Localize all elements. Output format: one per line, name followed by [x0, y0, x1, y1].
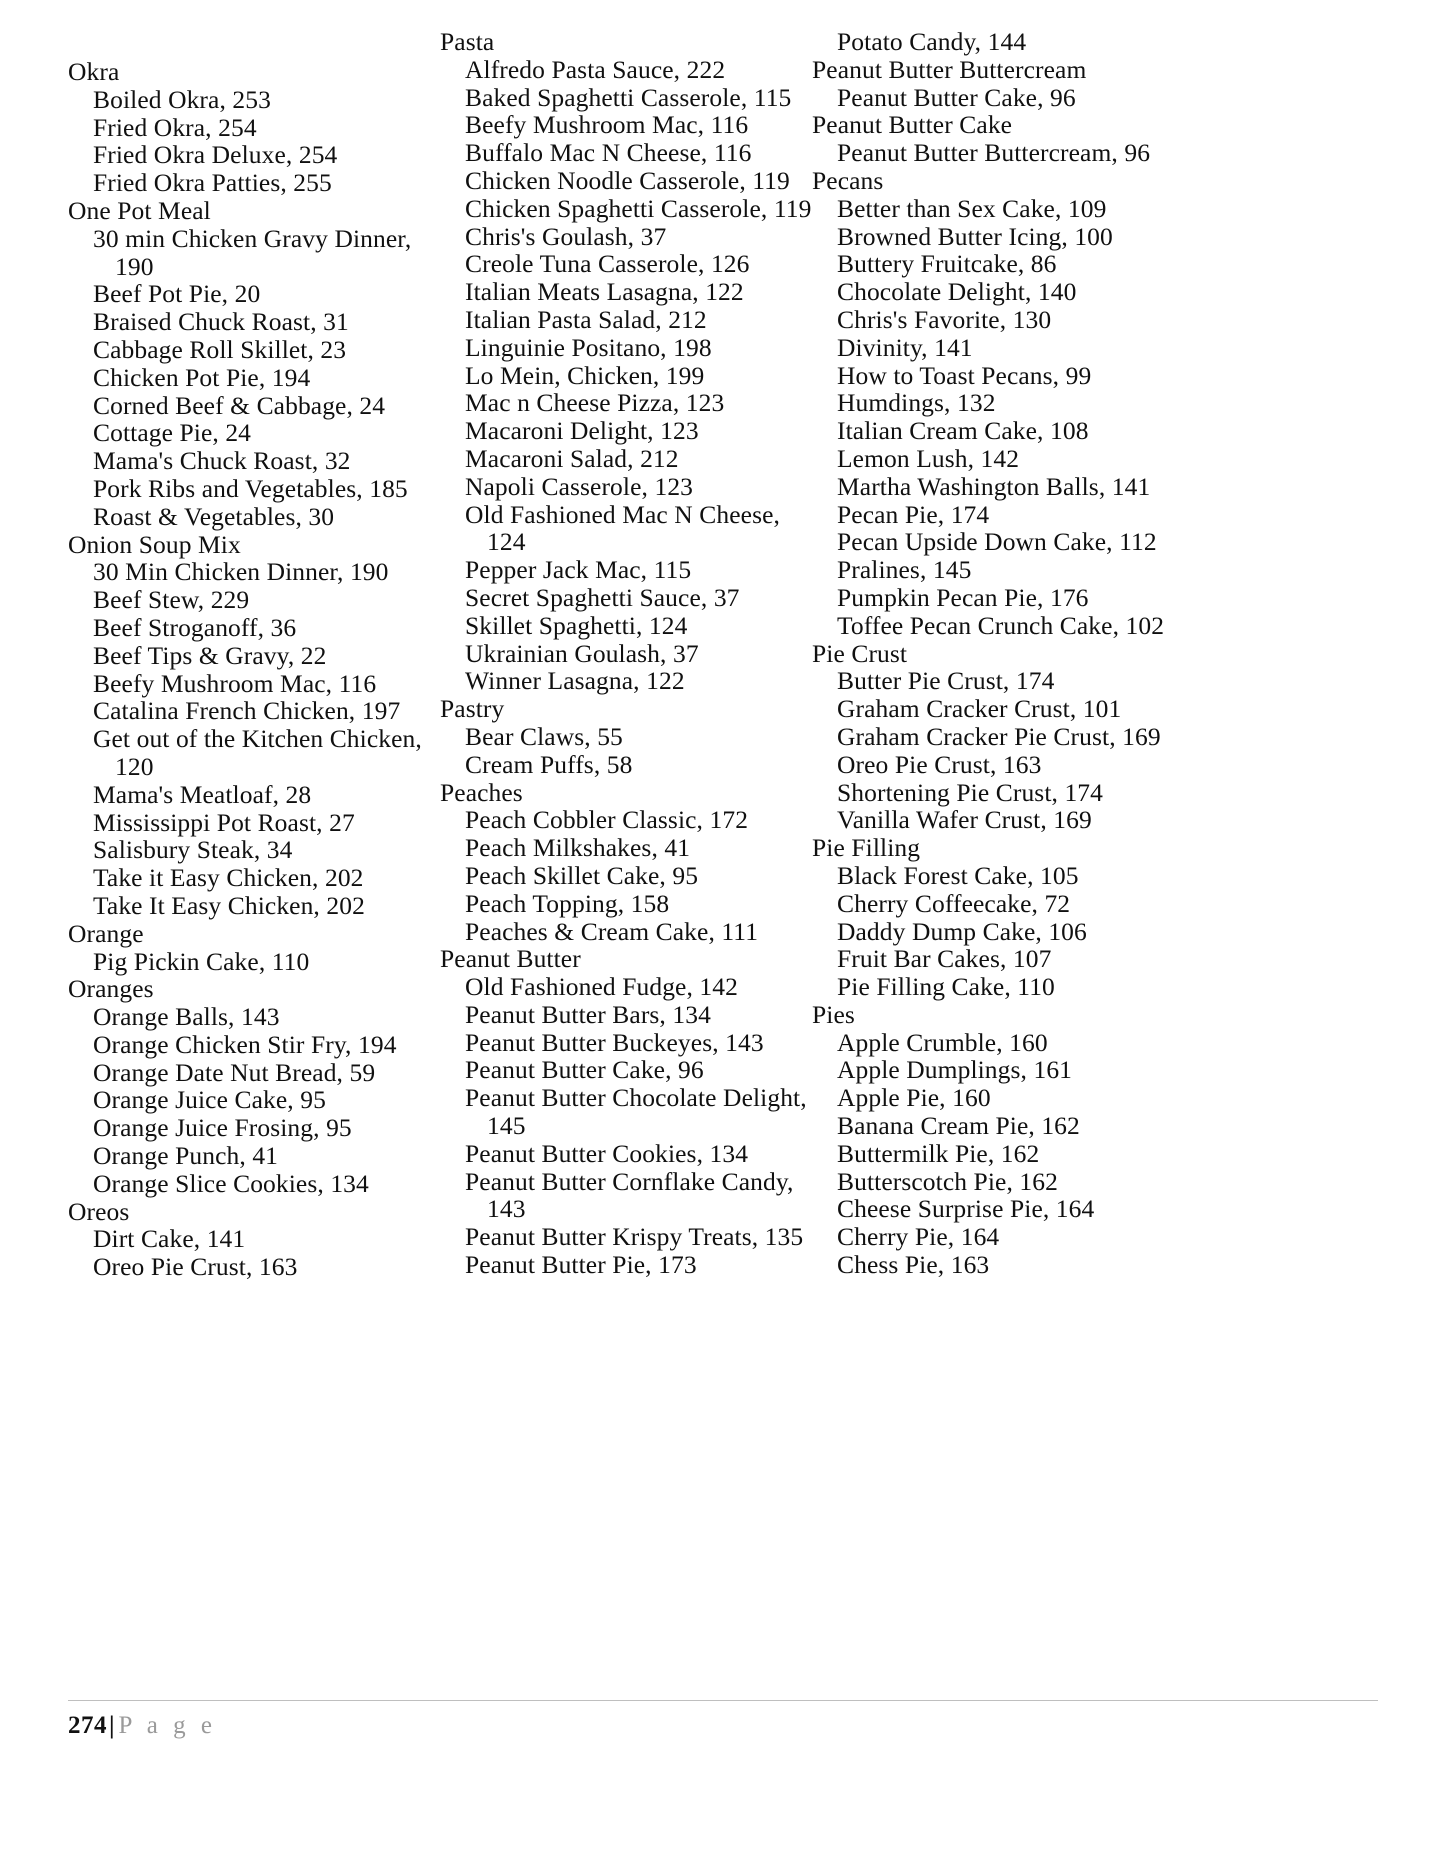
index-heading: Okra: [68, 57, 120, 86]
index-subentry: Butterscotch Pie, 162: [837, 1166, 1058, 1196]
footer-page-word: P a g e: [118, 1712, 217, 1739]
index-heading: Onion Soup Mix: [68, 529, 241, 559]
index-subentry: Dirt Cake, 141: [93, 1224, 246, 1254]
index-subentry: Beefy Mushroom Mac, 116: [93, 668, 377, 698]
index-subentry: Mama's Chuck Roast, 32: [93, 446, 351, 476]
index-subentry: Peanut Butter Cake, 96: [837, 82, 1076, 112]
index-subentry: Chris's Favorite, 130: [837, 304, 1052, 334]
index-subentry: Orange Juice Cake, 95: [93, 1085, 326, 1115]
index-subentry: Chicken Pot Pie, 194: [93, 362, 311, 392]
index-subentry: Beef Tips & Gravy, 22: [93, 640, 327, 670]
index-subentry: Cottage Pie, 24: [93, 418, 252, 448]
page-number: 274: [68, 1712, 107, 1739]
index-subentry: Peach Skillet Cake, 95: [465, 860, 699, 890]
index-subentry: Pie Filling Cake, 110: [837, 972, 1055, 1002]
index-subentry: 30 Min Chicken Dinner, 190: [93, 557, 389, 587]
index-subentry: Vanilla Wafer Crust, 169: [837, 805, 1092, 835]
page-footer: [68, 1700, 1378, 1743]
index-subentry: Secret Spaghetti Sauce, 37: [465, 582, 740, 612]
index-heading: Peaches: [440, 777, 523, 807]
index-subentry: Pralines, 145: [837, 555, 972, 585]
index-subentry: Oreo Pie Crust, 163: [93, 1252, 298, 1282]
index-subentry: Mississippi Pot Roast, 27: [93, 807, 355, 837]
index-subentry: Chicken Spaghetti Casserole, 119: [465, 193, 812, 223]
index-subentry: Graham Cracker Pie Crust, 169: [837, 721, 1161, 751]
index-subentry: Orange Slice Cookies, 134: [93, 1168, 369, 1198]
index-subentry: Italian Pasta Salad, 212: [465, 304, 707, 334]
index-subentry: Fried Okra Deluxe, 254: [93, 140, 338, 170]
index-subentry: Pepper Jack Mac, 115: [465, 555, 692, 585]
index-subentry: Skillet Spaghetti, 124: [465, 610, 688, 640]
index-subentry: Chocolate Delight, 140: [837, 277, 1077, 307]
index-subentry: Pumpkin Pecan Pie, 176: [837, 582, 1089, 612]
index-subentry: Orange Juice Frosing, 95: [93, 1113, 352, 1143]
index-heading: Pie Crust: [812, 638, 908, 668]
index-subentry: Buffalo Mac N Cheese, 116: [465, 138, 752, 168]
index-heading: Orange: [68, 918, 144, 948]
index-heading: Oreos: [68, 1196, 130, 1226]
footer-separator: |: [109, 1712, 115, 1739]
index-subentry: Peaches & Cream Cake, 111: [465, 916, 759, 946]
index-subentry: Old Fashioned Mac N Cheese, 124: [465, 499, 787, 557]
index-subentry: Mama's Meatloaf, 28: [93, 779, 312, 809]
index-subentry: Lemon Lush, 142: [837, 443, 1020, 473]
index-entry-list: [68, 58, 440, 1281]
index-subentry: Peanut Butter Buttercream, 96: [837, 138, 1151, 168]
index-subentry: Apple Crumble, 160: [837, 1027, 1048, 1057]
index-heading: Oranges: [68, 974, 154, 1004]
index-subentry: Beefy Mushroom Mac, 116: [465, 110, 749, 140]
index-subentry: Cherry Coffeecake, 72: [837, 888, 1071, 918]
index-subentry: Linguinie Positano, 198: [465, 332, 712, 362]
index-subentry: Braised Chuck Roast, 31: [93, 307, 349, 337]
index-heading: Pastry: [440, 694, 505, 724]
index-entry-list: [440, 28, 812, 1279]
index-subentry: Pork Ribs and Vegetables, 185: [93, 473, 408, 503]
index-subentry: Humdings, 132: [837, 388, 996, 418]
index-subentry: Italian Cream Cake, 108: [837, 416, 1089, 446]
index-subentry: Buttermilk Pie, 162: [837, 1138, 1040, 1168]
index-subentry: Peanut Butter Cookies, 134: [465, 1138, 749, 1168]
index-subentry: Old Fashioned Fudge, 142: [465, 972, 738, 1002]
index-subentry: Peanut Butter Bars, 134: [465, 999, 711, 1029]
index-subentry: Cream Puffs, 58: [465, 749, 633, 779]
footer-text: [68, 1709, 1378, 1743]
index-subentry: Pecan Pie, 174: [837, 499, 990, 529]
index-subentry: Peach Topping, 158: [465, 888, 670, 918]
index-subentry: Italian Meats Lasagna, 122: [465, 277, 744, 307]
index-subentry: Orange Balls, 143: [93, 1002, 280, 1032]
index-subentry: Pecan Upside Down Cake, 112: [837, 527, 1157, 557]
index-subentry: Orange Date Nut Bread, 59: [93, 1057, 376, 1087]
index-heading: Peanut Butter: [440, 944, 581, 974]
index-subentry: Fried Okra, 254: [93, 112, 257, 142]
index-subentry: Macaroni Delight, 123: [465, 416, 699, 446]
index-subentry: Alfredo Pasta Sauce, 222: [465, 54, 726, 84]
index-subentry: Baked Spaghetti Casserole, 115: [465, 82, 792, 112]
index-subentry: Chris's Goulash, 37: [465, 221, 667, 251]
index-subentry: Daddy Dump Cake, 106: [837, 916, 1087, 946]
index-subentry: Corned Beef & Cabbage, 24: [93, 390, 386, 420]
index-subentry: Black Forest Cake, 105: [837, 860, 1079, 890]
index-subentry: Get out of the Kitchen Chicken, 120: [93, 724, 429, 781]
index-column-1: [68, 58, 440, 1281]
index-subentry: Cabbage Roll Skillet, 23: [93, 334, 347, 364]
index-subentry: Potato Candy, 144: [837, 27, 1027, 56]
index-subentry: Buttery Fruitcake, 86: [837, 249, 1057, 279]
index-subentry: Beef Pot Pie, 20: [93, 279, 261, 309]
index-subentry: Beef Stew, 229: [93, 585, 250, 615]
index-heading: Peanut Butter Buttercream: [812, 54, 1087, 84]
index-subentry: 30 min Chicken Gravy Dinner, 190: [93, 223, 418, 281]
index-subentry: Pig Pickin Cake, 110: [93, 946, 310, 976]
index-column-2: [440, 27, 814, 1280]
index-subentry: Orange Punch, 41: [93, 1141, 279, 1171]
index-subentry: Mac n Cheese Pizza, 123: [465, 388, 725, 418]
index-heading: Pasta: [440, 27, 495, 56]
footer-divider: [68, 1700, 1378, 1701]
index-subentry: Peach Milkshakes, 41: [465, 833, 691, 863]
index-subentry: Creole Tuna Casserole, 126: [465, 249, 750, 279]
index-subentry: Roast & Vegetables, 30: [93, 501, 335, 531]
index-subentry: Shortening Pie Crust, 174: [837, 777, 1104, 807]
index-subentry: Take It Easy Chicken, 202: [93, 890, 365, 920]
index-heading: Peanut Butter Cake: [812, 110, 1013, 140]
index-subentry: Divinity, 141: [837, 332, 973, 362]
index-subentry: Butter Pie Crust, 174: [837, 666, 1055, 696]
index-subentry: Fruit Bar Cakes, 107: [837, 944, 1052, 974]
index-subentry: Orange Chicken Stir Fry, 194: [93, 1029, 397, 1059]
index-subentry: Apple Pie, 160: [837, 1083, 991, 1113]
index-subentry: Peanut Butter Chocolate Delight, 145: [465, 1083, 814, 1141]
index-subentry: Browned Butter Icing, 100: [837, 221, 1113, 251]
index-subentry: Graham Cracker Crust, 101: [837, 694, 1122, 724]
index-subentry: Boiled Okra, 253: [93, 84, 271, 114]
index-heading: One Pot Meal: [68, 195, 211, 225]
index-subentry: Peanut Butter Pie, 173: [465, 1250, 697, 1280]
index-subentry: Napoli Casserole, 123: [465, 471, 694, 501]
index-subentry: Oreo Pie Crust, 163: [837, 749, 1042, 779]
index-subentry: Better than Sex Cake, 109: [837, 193, 1107, 223]
index-heading: Pie Filling: [812, 833, 921, 863]
index-subentry: Chicken Noodle Casserole, 119: [465, 165, 790, 195]
index-subentry: Apple Dumplings, 161: [837, 1055, 1073, 1085]
index-subentry: Catalina French Chicken, 197: [93, 696, 401, 726]
index-subentry: Peanut Butter Krispy Treats, 135: [465, 1222, 804, 1252]
index-subentry: Fried Okra Patties, 255: [93, 168, 332, 198]
index-subentry: Salisbury Steak, 34: [93, 835, 293, 865]
index-subentry: Take it Easy Chicken, 202: [93, 863, 364, 893]
index-column-3: [812, 27, 1184, 1280]
index-subentry: Peanut Butter Cake, 96: [465, 1055, 704, 1085]
index-heading: Pecans: [812, 165, 884, 195]
index-subentry: Cherry Pie, 164: [837, 1222, 1000, 1252]
index-entry-list: [812, 28, 1184, 1279]
index-heading: Pies: [812, 999, 855, 1029]
index-subentry: Ukrainian Goulash, 37: [465, 638, 699, 668]
index-subentry: Lo Mein, Chicken, 199: [465, 360, 705, 390]
index-columns: [68, 27, 1378, 1438]
index-subentry: Chess Pie, 163: [837, 1250, 990, 1280]
index-subentry: Peanut Butter Cornflake Candy, 143: [465, 1166, 801, 1224]
index-subentry: Peanut Butter Buckeyes, 143: [465, 1027, 764, 1057]
index-subentry: Bear Claws, 55: [465, 721, 623, 751]
index-subentry: Banana Cream Pie, 162: [837, 1111, 1080, 1141]
index-subentry: Peach Cobbler Classic, 172: [465, 805, 749, 835]
index-subentry: How to Toast Pecans, 99: [837, 360, 1092, 390]
index-subentry: Toffee Pecan Crunch Cake, 102: [837, 610, 1165, 640]
index-subentry: Beef Stroganoff, 36: [93, 612, 297, 642]
index-subentry: Cheese Surprise Pie, 164: [837, 1194, 1095, 1224]
index-subentry: Martha Washington Balls, 141: [837, 471, 1151, 501]
index-subentry: Winner Lasagna, 122: [465, 666, 685, 696]
index-subentry: Macaroni Salad, 212: [465, 443, 679, 473]
